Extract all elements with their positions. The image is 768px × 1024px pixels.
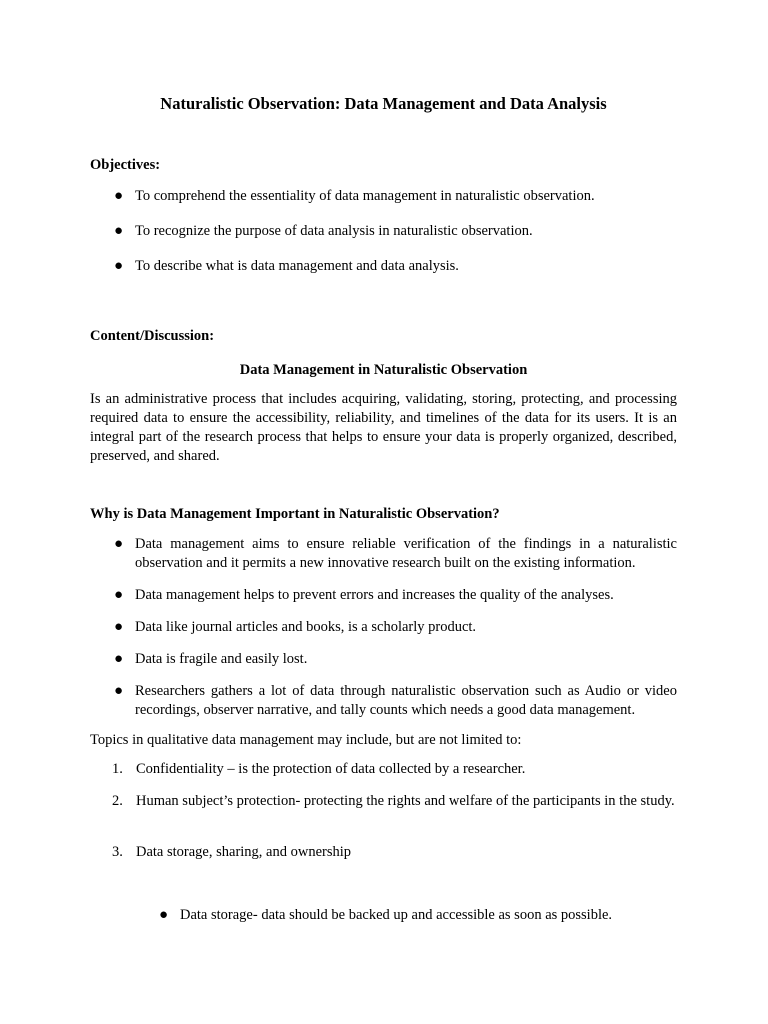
bullet-icon: ● <box>159 907 169 923</box>
topic-text: Data storage, sharing, and ownership <box>136 844 352 860</box>
topics-intro: Topics in qualitative data management may include, but are not limited to: <box>90 732 522 748</box>
definition-paragraph: Is an administrative process that includes acquiring, validating, storing, protecting, and processing required data to ensure the accessibility, reliability, and timelines of the data for its users. It is an integral part of the research process that helps to ensure your data is properly organized, described, preserved, and shared. <box>90 391 677 464</box>
page-title: Naturalistic Observation: Data Management and Data Analysis <box>160 94 607 113</box>
objective-item <box>114 187 677 206</box>
objective-item <box>114 222 677 241</box>
topic-number: 2. <box>112 793 123 809</box>
importance-text: Data is fragile and easily lost. <box>135 651 308 667</box>
bullet-icon: ● <box>114 188 124 204</box>
bullet-icon: ● <box>114 651 124 667</box>
section-subheading: Data Management in Naturalistic Observation <box>239 362 528 378</box>
content-heading: Content/Discussion: <box>90 328 215 344</box>
bullet-icon: ● <box>114 587 124 603</box>
importance-item <box>114 682 677 720</box>
topic-number: 1. <box>112 761 123 777</box>
bullet-icon: ● <box>114 683 124 699</box>
importance-text: Researchers gathers a lot of data through naturalistic observation such as Audio or video recordings, observer narrative, and tally counts which needs a good data management. <box>135 683 677 718</box>
bullet-icon: ● <box>114 223 124 239</box>
storage-sub-item <box>159 906 677 925</box>
bullet-icon: ● <box>114 536 124 552</box>
topic-text: Confidentiality – is the protection of data collected by a researcher. <box>136 761 526 777</box>
objective-text: To comprehend the essentiality of data management in naturalistic observation. <box>135 188 595 204</box>
topic-number: 3. <box>112 844 123 860</box>
objectives-heading: Objectives: <box>90 157 161 173</box>
importance-item <box>114 535 677 573</box>
objective-text: To describe what is data management and data analysis. <box>135 258 459 274</box>
storage-sub-text: Data storage- data should be backed up and accessible as soon as possible. <box>180 907 613 923</box>
objective-item <box>114 257 677 276</box>
importance-heading: Why is Data Management Important in Naturalistic Observation? <box>90 506 500 522</box>
topic-item <box>112 792 677 811</box>
importance-item <box>114 650 677 669</box>
importance-text: Data management helps to prevent errors and increases the quality of the analyses. <box>135 587 614 603</box>
bullet-icon: ● <box>114 258 124 274</box>
objective-text: To recognize the purpose of data analysis in naturalistic observation. <box>135 223 533 239</box>
bullet-icon: ● <box>114 619 124 635</box>
importance-text: Data management aims to ensure reliable verification of the findings in a naturalistic observation and it permits a new innovative research built on the existing information. <box>135 536 677 571</box>
topic-item <box>112 760 677 779</box>
topic-item <box>112 843 677 862</box>
topic-text: Human subject’s protection- protecting the rights and welfare of the participants in the study. <box>136 793 675 809</box>
importance-text: Data like journal articles and books, is a scholarly product. <box>135 619 477 635</box>
importance-item <box>114 586 677 605</box>
importance-item <box>114 618 677 637</box>
